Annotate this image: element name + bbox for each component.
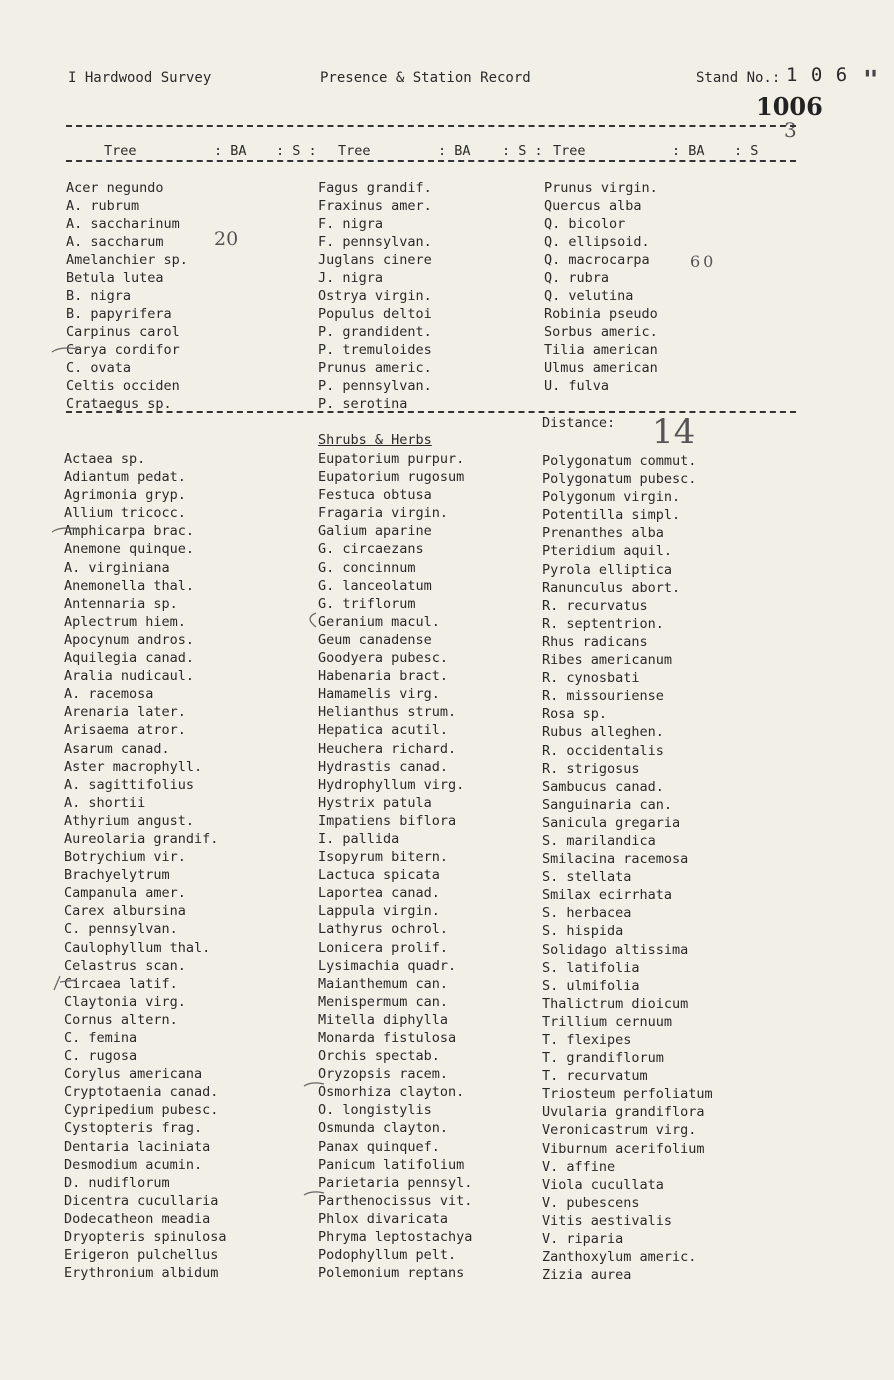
list-item: Lonicera prolif.: [318, 939, 449, 956]
list-item: R. recurvatus: [542, 597, 648, 614]
list-item: Fagus grandif.: [318, 180, 432, 196]
list-item: Panicum latifolium: [318, 1156, 465, 1173]
list-item: Triosteum perfoliatum: [542, 1086, 713, 1103]
list-item: Campanula amer.: [64, 885, 186, 902]
list-item: B. papyrifera: [66, 306, 172, 322]
list-item: Tilia american: [544, 342, 658, 358]
list-item: Dentaria laciniata: [64, 1138, 211, 1155]
list-item: Ribes americanum: [542, 652, 673, 669]
list-item: Geum canadense: [318, 631, 432, 648]
list-item: Polygonum virgin.: [542, 489, 681, 506]
list-item: C. pennsylvan.: [64, 921, 178, 938]
col-ba-3: : BA: [672, 143, 705, 159]
list-item: F. pennsylvan.: [318, 234, 432, 250]
pencil-mark-icon: [50, 520, 80, 540]
list-item: Amelanchier sp.: [66, 252, 188, 268]
list-item: Parthenocissus vit.: [318, 1192, 473, 1209]
list-item: R. strigosus: [542, 760, 640, 777]
handwritten-stand-number: 1006: [756, 92, 823, 121]
list-item: Galium aparine: [318, 523, 432, 540]
list-item: Botrychium vir.: [64, 849, 186, 866]
list-item: Q. rubra: [544, 270, 610, 286]
herb-list-3: [542, 452, 713, 1284]
list-item: Prunus virgin.: [544, 180, 658, 196]
list-item: Cornus altern.: [64, 1011, 178, 1028]
tree-list-3: [544, 179, 658, 395]
list-item: T. flexipes: [542, 1032, 632, 1048]
pencil-mark-icon: [302, 1077, 326, 1093]
herb-list-2: [318, 450, 472, 1282]
list-item: Festuca obtusa: [318, 487, 432, 504]
list-item: Sambucus canad.: [542, 778, 664, 795]
list-item: Lysimachia quadr.: [318, 957, 457, 974]
list-item: Carpinus carol: [66, 324, 180, 340]
list-item: Sanicula gregaria: [542, 814, 681, 831]
list-item: Thalictrum dioicum: [542, 995, 689, 1012]
list-item: Anemonella thal.: [64, 577, 195, 594]
list-item: Circaea latif.: [64, 975, 178, 992]
list-item: Isopyrum bitern.: [318, 849, 449, 866]
list-item: Lathyrus ochrol.: [318, 921, 449, 938]
list-item: R. septentrion.: [542, 615, 664, 632]
list-item: Q. ellipsoid.: [544, 234, 650, 250]
corner-mark: ▮▮: [864, 66, 878, 79]
list-item: Q. macrocarpa: [544, 252, 650, 268]
list-item: Cypripedium pubesc.: [64, 1102, 219, 1119]
list-item: Agrimonia gryp.: [64, 487, 186, 504]
col-tree-3: Tree: [553, 143, 586, 159]
list-item: Caulophyllum thal.: [64, 939, 211, 956]
list-item: Fragaria virgin.: [318, 505, 449, 522]
list-item: R. missouriense: [542, 688, 664, 705]
list-item: Allium tricocc.: [64, 505, 186, 522]
list-item: A. shortii: [64, 794, 146, 811]
list-item: Eupatorium purpur.: [318, 451, 465, 467]
list-item: Laportea canad.: [318, 885, 440, 902]
list-item: D. nudiflorum: [64, 1174, 170, 1191]
list-item: Lactuca spicata: [318, 867, 440, 884]
list-item: Arenaria later.: [64, 704, 186, 721]
list-item: Quercus alba: [544, 198, 642, 214]
list-item: Hepatica acutil.: [318, 722, 449, 739]
list-item: Pteridium aquil.: [542, 543, 673, 560]
stand-label: Stand No.:: [696, 70, 781, 86]
list-item: Sanguinaria can.: [542, 796, 673, 813]
record-title: Presence & Station Record: [320, 70, 531, 86]
list-item: Cryptotaenia canad.: [64, 1084, 219, 1101]
list-item: Lappula virgin.: [318, 903, 440, 920]
list-item: Arisaema atror.: [64, 722, 186, 739]
list-item: S. stellata: [542, 869, 632, 886]
list-item: Prunus americ.: [318, 360, 432, 376]
list-item: P. grandident.: [318, 324, 432, 340]
list-item: Potentilla simpl.: [542, 507, 681, 524]
list-item: P. serotina: [318, 396, 408, 412]
list-item: S. marilandica: [542, 832, 656, 849]
list-item: S. latifolia: [542, 959, 640, 976]
list-item: U. fulva: [544, 378, 610, 394]
list-item: Impatiens biflora: [318, 812, 457, 829]
list-item: Fraxinus amer.: [318, 198, 432, 214]
list-item: Ostrya virgin.: [318, 288, 432, 304]
list-item: A. racemosa: [64, 686, 154, 703]
list-item: Zizia aurea: [542, 1267, 632, 1284]
list-item: S. ulmifolia: [542, 977, 640, 994]
list-item: Aster macrophyll.: [64, 758, 203, 775]
list-item: Claytonia virg.: [64, 993, 186, 1010]
list-item: Polemonium reptans: [318, 1265, 465, 1282]
list-item: Aureolaria grandif.: [64, 830, 219, 847]
list-item: Pyrola elliptica: [542, 561, 673, 578]
list-item: Hystrix patula: [318, 794, 432, 811]
col-ba-1: : BA: [214, 143, 247, 159]
list-item: A. saccharinum: [66, 216, 180, 232]
list-item: R. occidentalis: [542, 742, 664, 759]
list-item: V. pubescens: [542, 1194, 640, 1211]
list-item: Osmorhiza clayton.: [318, 1084, 465, 1101]
list-item: Veronicastrum virg.: [542, 1122, 697, 1139]
list-item: Celastrus scan.: [64, 957, 186, 974]
list-item: Maianthemum can.: [318, 975, 449, 992]
header-dashed-rule: [66, 160, 796, 162]
list-item: C. ovata: [66, 360, 132, 376]
list-item: J. nigra: [318, 270, 384, 286]
list-item: Adiantum pedat.: [64, 469, 186, 486]
list-item: B. nigra: [66, 288, 132, 304]
list-item: V. affine: [542, 1158, 616, 1175]
list-item: Q. velutina: [544, 288, 634, 304]
list-item: Goodyera pubesc.: [318, 650, 449, 667]
col-s-1: : S :: [276, 143, 317, 159]
list-item: Zanthoxylum americ.: [542, 1249, 697, 1266]
list-item: Eupatorium rugosum: [318, 469, 465, 486]
list-item: Oryzopsis racem.: [318, 1066, 449, 1083]
list-item: Populus deltoi: [318, 306, 432, 322]
list-item: Anemone quinque.: [64, 541, 195, 558]
pencil-mark-icon: [302, 1186, 326, 1202]
list-item: Rosa sp.: [542, 706, 608, 723]
distance-label: Distance:: [542, 415, 616, 431]
list-item: Hydrophyllum virg.: [318, 776, 465, 793]
list-item: Heuchera richard.: [318, 740, 457, 757]
list-item: Podophyllum pelt.: [318, 1247, 457, 1264]
list-item: Cystopteris frag.: [64, 1120, 203, 1137]
list-item: Osmunda clayton.: [318, 1120, 449, 1137]
list-item: F. nigra: [318, 216, 384, 232]
list-item: Geranium macul.: [318, 613, 440, 630]
list-item: Hydrastis canad.: [318, 758, 449, 775]
list-item: Erythronium albidum: [64, 1265, 219, 1282]
list-item: Ulmus american: [544, 360, 658, 376]
list-item: Smilacina racemosa: [542, 851, 689, 868]
list-item: Hamamelis virg.: [318, 686, 440, 703]
list-item: Habenaria bract.: [318, 668, 449, 685]
list-item: G. concinnum: [318, 559, 416, 576]
herb-list-1: [64, 450, 227, 1282]
list-item: Dodecatheon meadia: [64, 1210, 211, 1227]
list-item: Rubus alleghen.: [542, 724, 664, 741]
list-item: Dicentra cucullaria: [64, 1192, 219, 1209]
list-item: Solidago altissima: [542, 941, 689, 958]
list-item: Aralia nudicaul.: [64, 668, 195, 685]
list-item: Carya cordifor: [66, 342, 180, 358]
list-item: Polygonatum commut.: [542, 453, 697, 469]
handwritten-macrocarpa-ba: 60: [690, 252, 717, 271]
list-item: Q. bicolor: [544, 216, 626, 232]
list-item: S. herbacea: [542, 905, 632, 922]
list-item: A. rubrum: [66, 198, 140, 214]
list-item: V. riparia: [542, 1231, 624, 1248]
list-item: Parietaria pennsyl.: [318, 1174, 473, 1191]
list-item: Aplectrum hiem.: [64, 613, 186, 630]
list-item: Trillium cernuum: [542, 1013, 673, 1030]
list-item: G. lanceolatum: [318, 577, 432, 594]
handwritten-corner-number: 3: [784, 118, 797, 142]
col-tree-2: Tree: [338, 143, 371, 159]
list-item: R. cynosbati: [542, 670, 640, 687]
list-item: Brachyelytrum: [64, 867, 170, 884]
top-dashed-rule: [66, 125, 796, 127]
pencil-mark-icon: [50, 972, 80, 994]
list-item: Betula lutea: [66, 270, 164, 286]
list-item: Prenanthes alba: [542, 525, 664, 542]
list-item: C. rugosa: [64, 1048, 138, 1065]
list-item: A. sagittifolius: [64, 776, 195, 793]
list-item: T. grandiflorum: [542, 1050, 664, 1067]
list-item: Antennaria sp.: [64, 595, 178, 612]
col-tree-1: Tree: [104, 143, 137, 159]
shrubs-herbs-heading: Shrubs & Herbs: [318, 432, 432, 448]
list-item: Smilax ecirrhata: [542, 887, 673, 904]
list-item: Helianthus strum.: [318, 704, 457, 721]
list-item: Acer negundo: [66, 180, 164, 196]
list-item: Ranunculus abort.: [542, 579, 681, 596]
handwritten-saccharum-ba: 20: [214, 228, 239, 250]
list-item: T. recurvatum: [542, 1068, 648, 1085]
list-item: P. pennsylvan.: [318, 378, 432, 394]
pencil-mark-icon: [302, 610, 322, 630]
list-item: Menispermum can.: [318, 993, 449, 1010]
list-item: Viola cucullata: [542, 1176, 664, 1193]
list-item: Phlox divaricata: [318, 1210, 449, 1227]
list-item: A. saccharum: [66, 234, 164, 250]
list-item: Erigeron pulchellus: [64, 1247, 219, 1264]
list-item: Mitella diphylla: [318, 1011, 449, 1028]
list-item: Uvularia grandiflora: [542, 1104, 705, 1121]
list-item: I. pallida: [318, 830, 400, 847]
survey-title: I Hardwood Survey: [68, 70, 212, 86]
list-item: Robinia pseudo: [544, 306, 658, 322]
list-item: Rhus radicans: [542, 633, 648, 650]
list-item: Actaea sp.: [64, 451, 146, 467]
list-item: Corylus americana: [64, 1066, 203, 1083]
list-item: Desmodium acumin.: [64, 1156, 203, 1173]
list-item: Amphicarpa brac.: [64, 523, 195, 540]
list-item: Juglans cinere: [318, 252, 432, 268]
list-item: O. longistylis: [318, 1102, 432, 1119]
col-ba-2: : BA: [438, 143, 471, 159]
list-item: C. femina: [64, 1030, 138, 1046]
tree-list-2: [318, 179, 432, 413]
list-item: A. virginiana: [64, 559, 170, 576]
list-item: G. circaezans: [318, 541, 424, 558]
list-item: Dryopteris spinulosa: [64, 1229, 227, 1246]
list-item: G. triflorum: [318, 595, 416, 612]
list-item: Monarda fistulosa: [318, 1030, 457, 1046]
list-item: Viburnum acerifolium: [542, 1140, 705, 1157]
col-s-2: : S :: [502, 143, 543, 159]
list-item: Panax quinquef.: [318, 1138, 440, 1155]
list-item: Apocynum andros.: [64, 631, 195, 648]
list-item: Sorbus americ.: [544, 324, 658, 340]
list-item: Carex albursina: [64, 903, 186, 920]
list-item: Phryma leptostachya: [318, 1229, 473, 1246]
pencil-mark-icon: [50, 340, 80, 360]
list-item: Orchis spectab.: [318, 1048, 440, 1065]
list-item: Polygonatum pubesc.: [542, 471, 697, 488]
list-item: Aquilegia canad.: [64, 650, 195, 667]
list-item: Vitis aestivalis: [542, 1212, 673, 1229]
list-item: Asarum canad.: [64, 740, 170, 757]
list-item: S. hispida: [542, 923, 624, 940]
list-item: Athyrium angust.: [64, 812, 195, 829]
tree-list-1: [66, 179, 188, 413]
handwritten-distance-value: 14: [652, 412, 696, 452]
list-item: P. tremuloides: [318, 342, 432, 358]
col-s-3: : S: [734, 143, 759, 159]
list-item: Crataegus sp.: [66, 396, 172, 412]
stand-number: 1 0 6: [786, 64, 849, 86]
list-item: Celtis occiden: [66, 378, 180, 394]
